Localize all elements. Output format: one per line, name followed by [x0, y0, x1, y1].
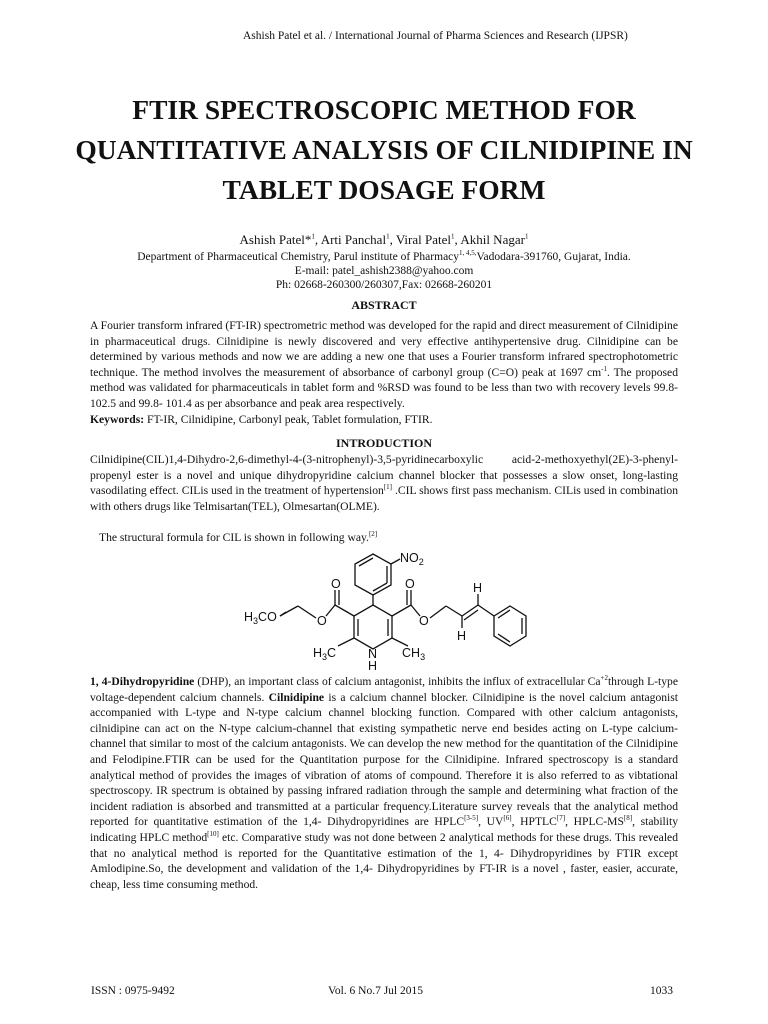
author-affiliation-mark: 1: [386, 232, 390, 241]
paragraph-text: etc. Comparative study was not done between 2 analytical methods for these drugs. This revealed that no analytical method is reported for the Quantitative estimation of the 1, 4- Dihydropyridines by FTIR except Amlodipine.So, the development and validation of the 1,4- Dihydropyridines by FT-IR is a novel , faster, easier, accurate, cheap, less time consuming method.: [90, 830, 678, 891]
intro-paragraph-1: [90, 452, 678, 514]
keywords-label: Keywords:: [90, 412, 145, 426]
abstract-heading: ABSTRACT: [351, 298, 417, 312]
keywords: FT-IR, Cilnidipine, Carbonyl peak, Tablet formulation, FTIR.: [144, 412, 433, 426]
running-head: Ashish Patel et al. / International Journal of Pharma Sciences and Research (IJPSR): [243, 30, 628, 42]
affiliation-location: Vadodara-391760, Gujarat, India.: [476, 251, 631, 263]
cilnidipine-structure-diagram: [230, 540, 530, 672]
oxygen-label: O: [317, 614, 327, 628]
author: Ashish Patel*: [239, 232, 312, 247]
citation: [2]: [368, 530, 378, 539]
oxygen-label: O: [405, 577, 415, 591]
methyl-label: $H_3C$: [313, 646, 337, 662]
superscript: +2: [600, 674, 608, 683]
introduction-heading: INTRODUCTION: [335, 436, 432, 450]
citation: [3-5]: [464, 814, 479, 823]
oxygen-label: O: [331, 577, 341, 591]
author: Viral Patel: [395, 232, 452, 247]
hydrogen-label: H: [368, 659, 378, 672]
affiliation: [60, 251, 708, 263]
abstract-text-part: A Fourier transform infrared (FT-IR) spectrometric method was developed for the rapid and direct measurement of Cilnidipine in pharmaceutical drugs. Cilnidipine is newly discovered and very effective antihypertensive drug. Cilnidipine can be determined by various methods and now we are adding a new one that uses a Fourier transform infrared spectrophotometric technique. The method involves the measurement of absorbance of carbonyl group (C=O) peak at 1697 cm: [90, 319, 678, 379]
abstract-text: [90, 318, 678, 427]
citation: [10]: [207, 830, 219, 839]
author-affiliation-mark: 1: [451, 232, 455, 241]
paper-title: FTIR SPECTROSCOPIC METHOD FOR QUANTITATIVE ANALYSIS OF CILNIDIPINE IN TABLET DOSAGE FORM: [75, 94, 693, 205]
paragraph-text: through L-type voltage-dependent calcium channels.: [90, 675, 678, 704]
footer-issn: ISSN : 0975-9492: [91, 985, 175, 997]
footer-page-number: 1033: [650, 985, 673, 997]
abstract-text-part: . The proposed method was validated for pharmaceuticals in tablet form and %RSD was found to be less than two with recovery levels 99.8-102.5 and 99.8- 101.4 as per absorbance and peak area respectively.: [90, 365, 678, 410]
email: E-mail: patel_ashish2388@yahoo.com: [294, 265, 474, 277]
nitro-label: $NO_2$: [400, 551, 424, 567]
footer-volume: Vol. 6 No.7 Jul 2015: [328, 985, 423, 997]
affiliation-mark: 1, 4,5,: [459, 249, 477, 258]
affiliation-text: Department of Pharmaceutical Chemistry, Parul institute of Pharmacy: [137, 251, 460, 263]
paragraph-text: , UV: [478, 815, 504, 829]
intro-paragraph-3: [90, 674, 678, 892]
bold-term: Cilnidipine: [268, 690, 325, 704]
paragraph-text: , HPTLC: [511, 815, 557, 829]
methyl-label: $CH_3$: [402, 646, 426, 662]
bold-term: 1, 4-Dihydropyridine: [90, 675, 195, 688]
nitrogen-label: N: [368, 647, 378, 661]
author-affiliation-mark: 1: [311, 232, 315, 241]
oxygen-label: O: [419, 614, 429, 628]
paragraph-text: The structural formula for CIL is shown in following way.: [99, 531, 369, 544]
citation: [1]: [383, 483, 392, 492]
author-affiliation-mark: 1: [524, 232, 529, 241]
author: Akhil Nagar: [460, 232, 525, 247]
hydrogen-label: H: [473, 581, 483, 595]
paragraph-text: .CIL shows first pass mechanism. CILis used in combination with others drugs like Telmisartan(TEL), Olmesartan(OLME).: [90, 484, 679, 513]
paragraph-text: Cilnidipine(CIL)1,4-Dihydro-2,6-dimethyl-4-(3-nitrophenyl)-3,5-pyridinecarboxylic acid-2-methoxyethyl(2E)-3-phenyl-propenyl ester is a novel and unique dihydropyridine calcium channel blocker that possesses a slow onset, long-lasting vasodilating effect. CILis used in the treatment of hypertension: [90, 453, 678, 498]
author: Arti Panchal: [320, 232, 387, 247]
methoxy-label: $H_3CO$: [244, 610, 277, 626]
paragraph-text: , HPLC-MS: [565, 815, 624, 829]
author-list: Ashish Patel*$^1$, Arti Panchal$^1$, Viral Patel$^1$, Akhil Nagar$^1$: [239, 232, 529, 247]
citation: [8]: [623, 814, 633, 823]
superscript: -1: [601, 364, 607, 373]
paragraph-text: (DHP), an important class of calcium antagonist, inhibits the influx of extracellular Ca: [194, 675, 601, 688]
citation: [6]: [503, 814, 512, 823]
phone-fax: Ph: 02668-260300/260307,Fax: 02668-260201: [275, 279, 493, 291]
paragraph-text: , stability indicating HPLC method: [90, 815, 679, 844]
bonds: [280, 554, 526, 649]
hydrogen-label: H: [457, 629, 467, 643]
citation: [7]: [556, 814, 566, 823]
paragraph-text: is a calcium channel blocker. Cilnidipine is the novel calcium antagonist accompanied with L-type and N-type calcium channel blocking function. Compared with other calcium antagonists, cilnidipine can act on the N-type calcium-channel that existing sympathetic nerve end besides acting on L-type calcium-channel that similar to most of the calcium antagonists. We can develop the new method for the quantitation of the Cilnidipine and Felodipine.FTIR can be used for the Quantitation purpose for the Cilnidipine. Infrared spectroscopy is a standard analytical method of provides the images of vibration of atoms of compound. Therefore it is also referred to as vibtational spectroscopy. IR spectrum is obtained by passing infrared radiation through the sample and determining what fraction of the incident radiation is absorbed and transmitted at a particular frequency.Literature survey reveals that the analytical method reported for quantitative estimation of the 1,4- Dihydropyridines are HPLC: [90, 690, 678, 829]
